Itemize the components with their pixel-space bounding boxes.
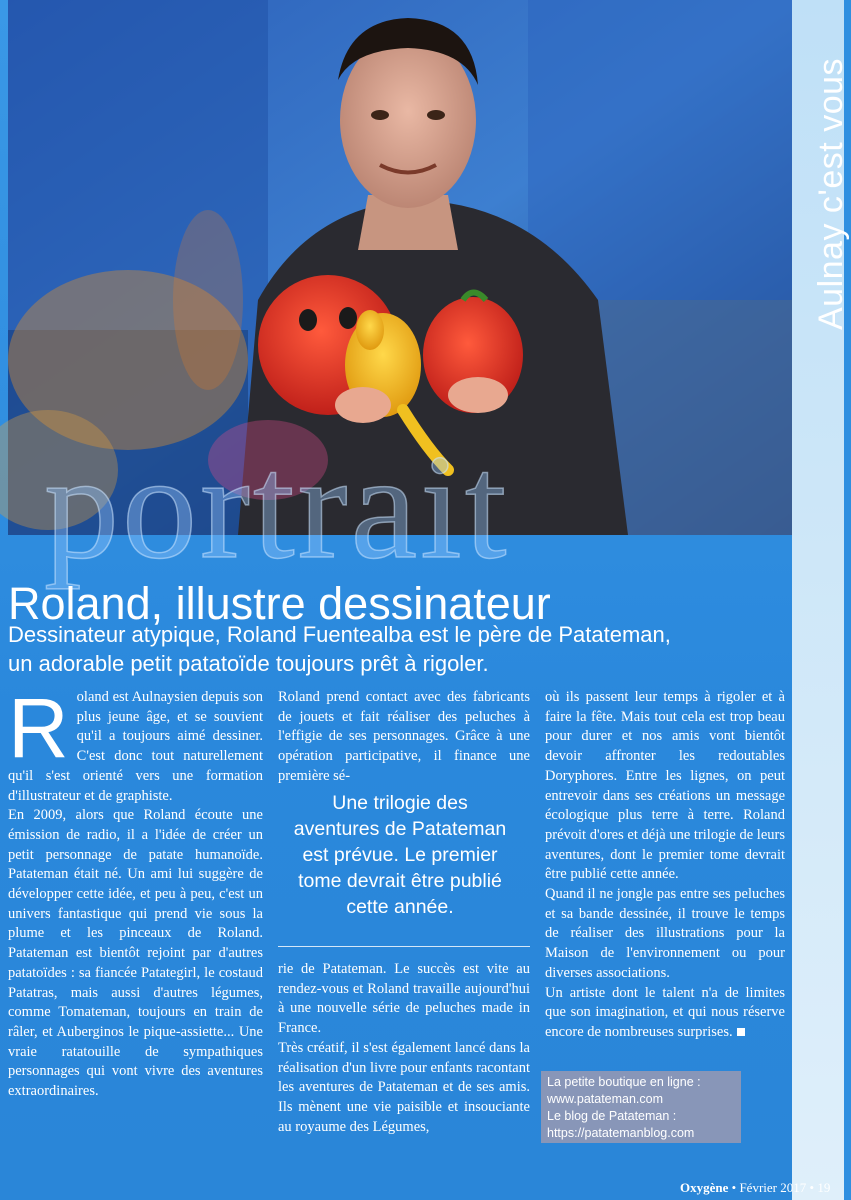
text-column-1 [8,681,263,1102]
section-side-label: Aulnay c'est vous [812,57,850,330]
blog-link[interactable]: https://patatemanblog.com [547,1126,695,1140]
footer-separator: • [806,1180,818,1195]
paragraph-text: Un artiste dont le talent n'a de limites que son imagination, et qui nous réserve encore de nombreuses surprises. [545,984,785,1040]
shop-link[interactable]: www.patateman.com [547,1092,664,1106]
section-watermark-word: portrait [44,424,510,590]
pull-quote-rule [278,946,530,947]
paragraph: Roland prend contact avec des fabricants de jouets et fait réaliser des peluches à l'effigie de ses personnages. Grâce à une opération participative, il finance une première sé- [278,689,530,784]
article-lead [8,620,788,678]
lead-line: un adorable petit patatoïde toujours prêt à rigoler. [8,651,489,676]
paragraph-text: oland est Aulnaysien depuis son plus jeune âge, et se souvient qu'il a toujours aimé dessiner. C'est donc tout naturellement qu'il s'est orienté vers une formation d'illustrateur et de graphiste. [8,689,263,804]
article-title: Roland, illustre dessinateur [8,578,551,630]
text-column-3 [545,688,785,1043]
paragraph [8,681,263,806]
paragraph: rie de Patateman. Le succès est vite au rendez-vous et Roland travaille aujourd'hui à une nouvelle série de peluches made in France. [278,961,530,1037]
drop-cap: R [8,681,69,775]
text-column-2-top [278,688,530,787]
magazine-name: Oxygène [680,1180,729,1195]
paragraph: Très créatif, il s'est également lancé dans la réalisation d'un livre pour enfants racontant les aventures de Patateman et de ses amis. Ils mènent une vie paisible et insouciante au royaume des Légumes, [278,1039,530,1135]
infobox-label: La petite boutique en ligne : [547,1075,701,1089]
links-infobox [541,1071,741,1143]
end-of-article-icon [737,1028,745,1036]
paragraph: Quand il ne jongle pas entre ses peluches et sa bande dessinée, il trouve le temps de réaliser des illustrations pour la Maison de l'environnement ou pour diverses associations. [545,886,785,981]
lead-line: Dessinateur atypique, Roland Fuentealba est le père de Patateman, [8,622,671,647]
footer-separator: • [728,1180,740,1195]
paragraph: En 2009, alors que Roland écoute une émission de radio, il a l'idée de créer un petit personnage de patate humanoïde. Patateman était né. Un ami lui suggère de développer cette idée, et peu à peu, c'est un univers fantastique qui prend vie sous la plume et les pinceaux de Roland. Patateman est bientôt rejoint par d'autres patatoïdes : sa fiancée Patategirl, le costaud Patatras, mais aussi d'autres légumes, comme Tomateman, toujours en train de râler, et Auberginos le pique-assiette... Une vraie ratatouille de sympathiques personnages qui vont vivre des aventures extraordinaires. [8,807,263,1100]
pull-quote: Une trilogie des aventures de Patateman est prévue. Le premier tome devrait être publié cette année. [293,792,507,918]
text-column-2-bottom [278,960,530,1137]
paragraph: où ils passent leur temps à rigoler et à faire la fête. Mais tout cela est trop beau pour durer et nos amis vont bientôt devoir affronter les redoutables Doryphores. Entre les lignes, on peut entrevoir dans ses créations un message écologique plus terre à terre. Roland prévoit d'ores et déjà une trilogie de leurs aventures, dont le premier tome devrait être publié cette année. [545,689,785,883]
paragraph [545,984,785,1043]
infobox-label: Le blog de Patateman : [547,1109,677,1123]
page-number: 19 [817,1180,831,1195]
issue-date: Février 2017 [739,1180,807,1195]
page-footer [680,1180,830,1196]
